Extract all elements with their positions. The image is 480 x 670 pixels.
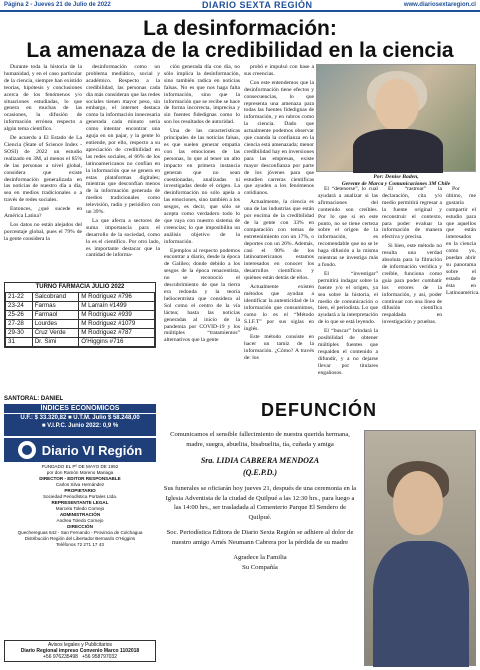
thanks-line: Agradece la Familia	[233, 554, 287, 561]
staff-line: FUNDADO EL Pº DE MAYO DE 1952	[41, 464, 119, 469]
staff-line: Quechereguas 642 - San Fernando - Provincia de Colchagua	[17, 530, 143, 535]
deceased-rip: (Q.E.P.D.)	[242, 467, 278, 477]
headline	[0, 18, 480, 62]
paragraph: desinformación como un problema mediático, social y académico. Respecto a la credibilidad, las personas cada día más consideran que las redes sociales tienen mayor peso, sin embargo, el internet destaca como la información innecesaria generada cada minuto sería como intentar encontrar una aguja en un pajar, y la gente lo entiende, por ello, respecto a su apreciación de credibilidad en las redes sociales, el 66% de los latinoamericanos no confían en la información que se genera en estas plataformas digitales; mientras que desconfían menos de la información generada de medios tradicionales como televisión, radio y periódico con un 39%.	[86, 64, 160, 216]
cell-pharmacy: Lourdes	[32, 320, 79, 329]
paragraph: Si bien, este método no resulta una verdad absoluta para la filtración de información verídica y creíble, funciona como guía para poder combatir los errores de la información, y así, poder continuar con una línea de difusión científica respaldada en investigación y pruebas.	[382, 243, 442, 326]
table-row	[6, 329, 155, 338]
footer-line: Diario Regional impreso Convenio Marco 1102018	[20, 648, 140, 654]
footer-phones: +56 976235498 +56 958797032	[43, 654, 117, 660]
thanks-line: Su Compañía	[242, 563, 278, 571]
brand-title: DIARIO SEXTA REGIÓN	[202, 0, 313, 10]
caption-author: Por: Denise Baden,	[373, 174, 419, 180]
paragraph: El “buscar” brindará la posibilidad de obtener múltiples fuentes que respalden el contenido a difundir, y a no dejarse llevar por titulares engañosos.	[318, 328, 378, 376]
article-column-4	[244, 64, 314, 362]
cell-dates: 29-30	[6, 329, 33, 338]
obituary-text	[162, 430, 358, 578]
photo-face	[375, 79, 419, 131]
paragraph: El “investigar” permitirá indagar sobre la fuente y/o el origen, ya sea sobre la historia, el medio de comunicación o bien, el periodista. Lo que ayudará a la interpretación de lo que se está leyendo.	[318, 270, 378, 326]
paragraph: De acuerdo a El Estado de La Ciencia (State of Science Index - SOSI) de 2022 un estudio realizado en 3M, al menos el 85% de las personas a nivel global, considera que existe desinformación generalizada en las noticias de nuestro día a día, sea en medios tradicionales o a través de redes sociales.	[4, 135, 82, 204]
indices-row-1: U.F.: $ 33.320,82 ■ U.T.M. Julio $ 58.248,00	[20, 415, 140, 421]
cell-pharmacy: Cruz Verde	[32, 329, 79, 338]
paragraph: Este método consiste en hacer un tamiz de la información. ¿Cómo? A través de: los	[244, 334, 314, 362]
deceased-name: Sra. LIDIA CABRERA MENDOZA	[200, 456, 320, 465]
headline-line-2: La amenaza de la credibilidad en la ciencia	[26, 39, 454, 62]
article-column-3	[164, 64, 240, 344]
table-row	[6, 338, 155, 347]
indices-title: ÍNDICES ECONÓMICOS	[4, 404, 156, 414]
obituary	[162, 400, 476, 666]
paragraph: El “detenerse”, lo cual ayudará a analizar si las afirmaciones del contenido son creíbles. Por lo que si en este punto, no se tiene certeza sobre el origen de la información, es recomendable que no se le haga difusión a la misma mientras se investiga más a fondo.	[318, 186, 378, 268]
cell-dates: 27-28	[6, 320, 33, 329]
staff-line: Carlos Silva Hernández	[55, 482, 105, 487]
paragraph: Con este entendemos que la desinformación tiene efectos y consecuencias, lo que representa una amenaza para todas las fuentes fidedignas de información, y en rubros como la ciencia. Dado que actualmente podemos observar que cuanda la confianza en la ciencia está amenazada; menor credibilidad hay en inversiones para las empresas, existe mayor desconfianza por parte de los jóvenes para que estudien carreras científicas que ayuden a los fenómenos cotidianos.	[244, 79, 314, 197]
photo-body	[373, 541, 469, 667]
cell-dates: 21-22	[6, 293, 33, 302]
paragraph: Los datos no están alejados del porcentaje global, pues el 79% de la gente considera la	[4, 221, 82, 242]
obituary-company: Soc. Periodística Editora de Diario Sexta Región se adhiere al dolor de nuestro amigo Arnés Neumann Cabrera por la pérdida de su madre	[166, 529, 354, 546]
indices-row-2: ■ V.I.P.C. Junio 2022: 0,9 %	[41, 423, 119, 429]
site-url[interactable]: www.diariosextaregion.cl	[403, 2, 476, 8]
article-column-7	[446, 186, 480, 306]
staff-line: REPRESENTANTE LEGAL	[51, 500, 109, 505]
staff-box	[4, 464, 156, 548]
staff-line: ADMINISTRACIÓN	[59, 512, 101, 517]
pharmacy-title: TURNO FARMACIA JULIO 2022	[35, 284, 125, 290]
paragraph: Ejemplos al respecto podemos encontrar a diario, desde la época de Galileo; donde debido a los sesgos de la época renacentista, no se reconoció el descubrimiento de que la tierra era redonda y la teoría heliocentrista que considera al Sol como el centro de la vía láctea; hasta las noticias generadas al inicio de la pandemia por COVID-19 y los múltiples “tratamientos” alternativos que la gente	[164, 247, 240, 344]
cell-dates: 25-26	[6, 311, 33, 320]
staff-line: Marcela Toledo Cornejo	[55, 506, 105, 511]
paragraph: Una de las características principales de las noticias falsas, es que suelen generar empatía con las emociones de las personas, lo que al tener un alto impacto en primera instancia generan que no sean cuestionadas, analizadas ni investigadas desde el origen. La desinformación no sólo apela a las emociones, sino también a los sesgos, es decir, que sólo se acepta como verdadero todo lo que vaya con nuestro sistema de creencias; lo que imposibilita un análisis objetivo de la información.	[164, 128, 240, 245]
paragraph: Durante toda la historia de la humanidad, y en el caso particular de la ciencia, siempre han existido teorías, hipótesis y conclusiones acerca de los fenómenos y/o situaciones estudiadas, lo que genera en muchas de las ocasiones, la difusión de información errónea respecto a algún tema científico.	[4, 64, 82, 133]
obituary-title: DEFUNCIÓN	[261, 400, 377, 420]
article-column-6	[382, 186, 442, 326]
header-bar	[0, 0, 480, 12]
cell-dates: 31	[6, 338, 33, 347]
paragraph: Actualmente existen métodos que ayudan a identificar la autenticidad de la información que consumimos, como lo es el “Método S.I.F.T” por sus siglas en inglés.	[244, 284, 314, 332]
paragraph: La que afecta a sectores de suma importancia para el desarrollo de la sociedad, como lo es el científico. Por otro lado, es importante destacar que la cantidad de informa-	[86, 217, 160, 259]
cell-address: M Rodriguez #787	[79, 329, 155, 338]
table-row	[6, 302, 155, 311]
economic-indices	[4, 404, 156, 436]
staff-line: por don Ramón Moreno Mariaga	[46, 470, 114, 475]
photo-face	[393, 471, 443, 535]
cell-address: M Rodriguez #939	[79, 311, 155, 320]
masthead-title: Diario VI Región	[41, 442, 143, 458]
paragraph: probó e impulsó con base a sus creencias.	[244, 64, 314, 77]
cell-pharmacy: Farmas	[32, 302, 79, 311]
staff-line: Sociedad Periodística Portales Ltda.	[42, 494, 118, 499]
table-row	[6, 320, 155, 329]
paragraph: Entonces, ¿qué sucede en América Latina?	[4, 206, 82, 220]
cell-dates: 23-24	[6, 302, 33, 311]
staff-line: Andrea Toledo Cornejo	[56, 518, 104, 523]
cell-address: O'Higgins #716	[79, 338, 155, 347]
article-column-1	[4, 64, 82, 280]
staff-line: DIRECCIÓN	[67, 524, 93, 529]
newspaper-masthead	[4, 438, 156, 462]
staff-line: PROPIETARIO	[64, 488, 96, 493]
staff-line: Teléfonos 72 271 17 43	[56, 542, 104, 547]
footer-line: Avisos legales y Publicitarios	[47, 642, 113, 648]
caption-role: Gerente de Marca y Comunicaciones 3M Chile	[341, 181, 451, 187]
newspaper-logo-icon	[18, 441, 36, 459]
obituary-funeral: Sus funerales se oficiarán hoy jueves 21, después de una ceremonia en la Iglesia Adventista de la ciudad de Quilpué a las 12:30 hrs., para luego a las 14:00 hrs., ser trasladada al Cementerio Parque El Sendero de Quilpué.	[163, 485, 357, 521]
obituary-intro: Comunicamos el sensible fallecimiento de nuestra querida hermana, madre, suegra, abuelita, bisabuelita, tía, cuñada y amiga	[170, 431, 350, 448]
staff-line: Distribución Región del Libertador Bernardo O'Higgins	[24, 536, 136, 541]
cell-address: M Rodriguez #1079	[79, 320, 155, 329]
cell-pharmacy: Dr. Simi	[32, 338, 79, 347]
paragraph: El “rastrear” la declaración, cita y/o medio permitirá regresar a la fuente original y reconstruir el contexto, para poder evaluar la información de manera efectiva y precisa.	[382, 186, 442, 241]
obituary-thanks	[162, 553, 358, 572]
santoral: SANTORAL: DANIEL	[4, 396, 64, 402]
staff-line: DIRECTOR - EDITOR RESPONSABLE	[39, 476, 121, 481]
paragraph: ción generada día con día, no sólo implica la desinformación, sino también radica en noticias falsas. No es que nos haga falta información, sino que la información que se recibe se hace de forma incorrecta, imprecisa y sin fuentes fidedignas como lo son los resultados de autoridad.	[164, 64, 240, 126]
cell-address: M Larraín #1499	[79, 302, 155, 311]
cell-pharmacy: Salcobrand	[32, 293, 79, 302]
deceased-photo	[364, 430, 476, 666]
pharmacy-table	[5, 292, 155, 347]
pharmacy-schedule	[4, 282, 156, 348]
paragraph: Actualmente, la ciencia es una de las industrias que están por encima de la credibilidad de la gente con 33% en comparación con temas de entretenimiento con un 17%, o deportes con un 26%. Además, casi el 90% de los latinoamericanos estamos interesados en conocer los desarrollos científicos y quiénes están detrás de ellos.	[244, 199, 314, 282]
ads-footer	[4, 640, 156, 662]
cell-pharmacy: Farmaol	[32, 311, 79, 320]
author-photo	[316, 64, 476, 172]
photo-body	[353, 129, 443, 173]
table-row	[6, 311, 155, 320]
paragraph: Por último, me gustaría compartir el estudio para que aquellos que están interesados en la ciencia como yo, puedan abrir su panorama sobre el estado de ésta en Latinoamérica.	[446, 186, 480, 296]
headline-line-1: La desinformación:	[143, 17, 337, 40]
article-column-5	[318, 186, 378, 376]
cell-address: M Rodriguez #796	[79, 293, 155, 302]
page-date: Página 2 - Jueves 21 de Julio de 2022	[4, 2, 111, 8]
table-row	[6, 293, 155, 302]
obituary-name-block	[162, 455, 358, 478]
